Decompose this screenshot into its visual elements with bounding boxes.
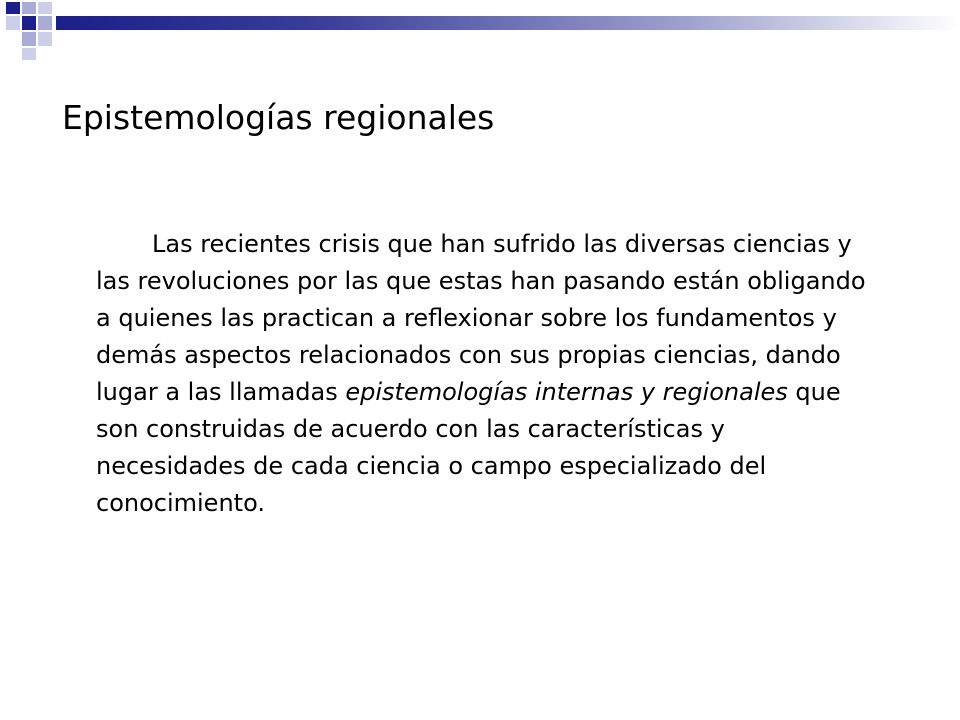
- deco-square: [38, 16, 52, 30]
- deco-square: [6, 16, 20, 30]
- paragraph-emphasis: epistemologías internas y regionales: [345, 378, 788, 406]
- paragraph-text-part1: Las recientes crisis que han sufrido las diversas ciencias y las revoluciones por las que estas han pasando están obligando a quienes las practican a reflexionar sobre los fundamentos y demás aspectos relacionados con sus propias ciencias, dando lugar a las llamadas: [96, 230, 866, 406]
- decorative-squares: [0, 0, 72, 64]
- deco-square: [22, 16, 36, 30]
- paragraph-text-part2: que son construidas de acuerdo con las características y necesidades de cada ciencia o campo especializado del conocimiento.: [96, 378, 841, 517]
- deco-square: [22, 2, 36, 14]
- decorative-header-bar: [56, 16, 960, 30]
- deco-square: [22, 48, 36, 60]
- deco-square: [22, 32, 36, 46]
- deco-square: [38, 32, 52, 46]
- deco-square: [6, 2, 20, 14]
- deco-square: [38, 2, 52, 14]
- body-paragraph: [96, 226, 876, 522]
- slide-title: Epistemologías regionales: [62, 98, 495, 137]
